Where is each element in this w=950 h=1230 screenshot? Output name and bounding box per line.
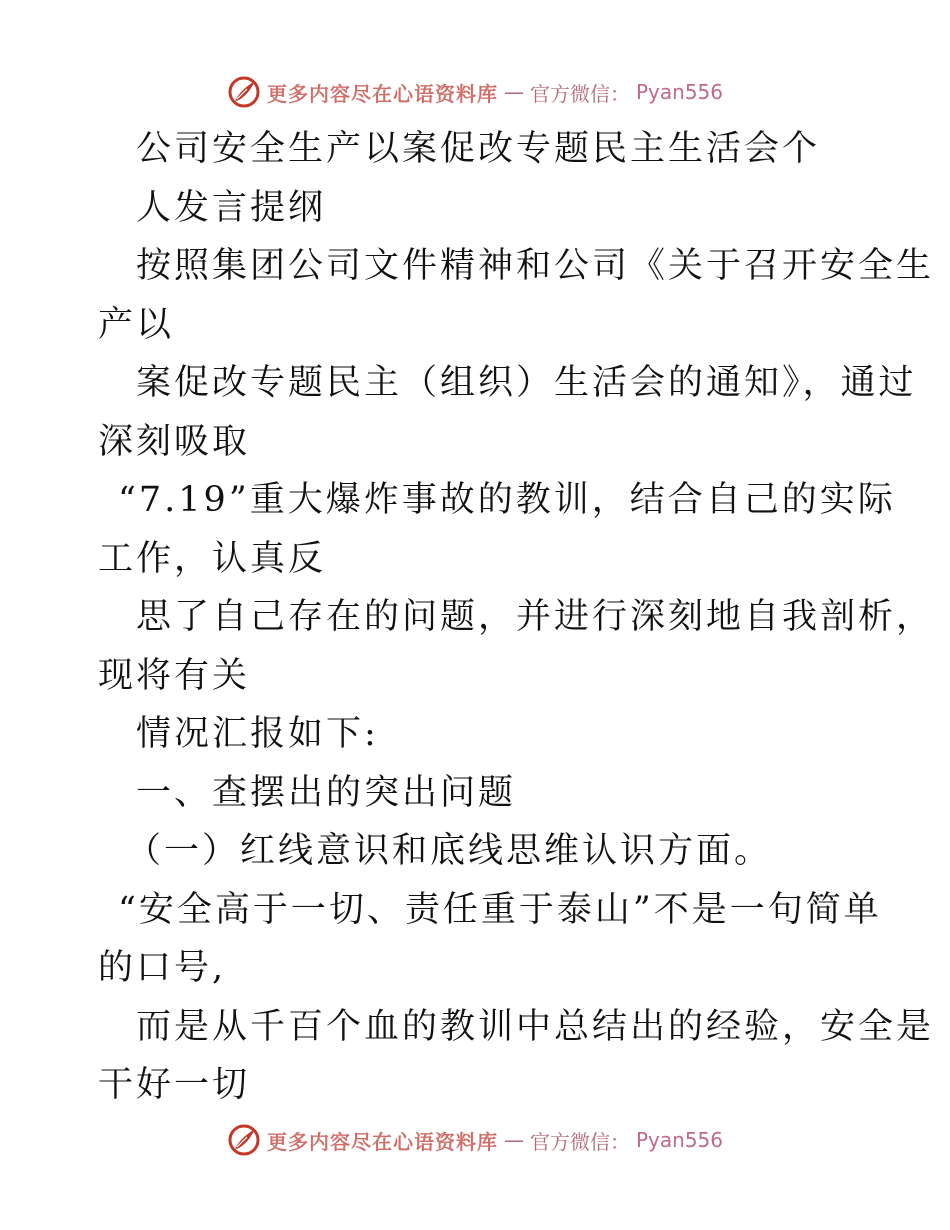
text-line: “安全高于一切、责任重于泰山”不是一句简单	[118, 889, 882, 930]
quill-logo-icon	[227, 75, 261, 109]
text-line: 按照集团公司文件精神和公司《关于召开安全生	[136, 246, 935, 286]
banner-dash: —	[503, 80, 524, 104]
text-line: 一、查摆出的突出问题	[136, 772, 517, 813]
text-line: 公司安全生产以案促改专题民主生活会个	[136, 129, 821, 169]
text-line: 情况汇报如下:	[136, 714, 379, 754]
banner-main-text: 更多内容尽在心语资料库	[266, 81, 498, 106]
text-line: 人发言提纲	[136, 187, 327, 228]
banner-sub-text: 官方微信：	[529, 1129, 630, 1154]
text-line: 深刻吸取	[98, 421, 251, 462]
text-line: 思了自己存在的问题，并进行深刻地自我剖析，	[136, 597, 935, 637]
text-line: （一）红线意识和底线思维认识方面。	[126, 831, 773, 871]
quill-logo-icon	[227, 1123, 261, 1157]
text-line: 案促改专题民主（组织）生活会的通知》，通过	[136, 363, 917, 403]
banner-wechat-id: Pyan556	[635, 80, 723, 104]
text-line: 而是从千百个血的教训中总结出的经验，安全是	[136, 1006, 935, 1047]
banner-main-text: 更多内容尽在心语资料库	[266, 1129, 498, 1154]
footer-banner	[0, 1120, 950, 1160]
banner-dash: —	[503, 1128, 524, 1152]
banner-sub-text: 官方微信：	[529, 81, 630, 106]
text-line: 的口号,	[98, 948, 227, 988]
text-line: 工作，认真反	[98, 538, 327, 579]
text-line: “7.19”重大爆炸事故的教训，结合自己的实际	[118, 480, 896, 520]
text-line: 干好一切	[98, 1065, 251, 1105]
text-line: 现将有关	[98, 655, 251, 696]
text-line: 产以	[98, 304, 175, 345]
banner-wechat-id: Pyan556	[635, 1128, 723, 1152]
document-body	[98, 120, 935, 1115]
header-banner	[0, 72, 950, 112]
